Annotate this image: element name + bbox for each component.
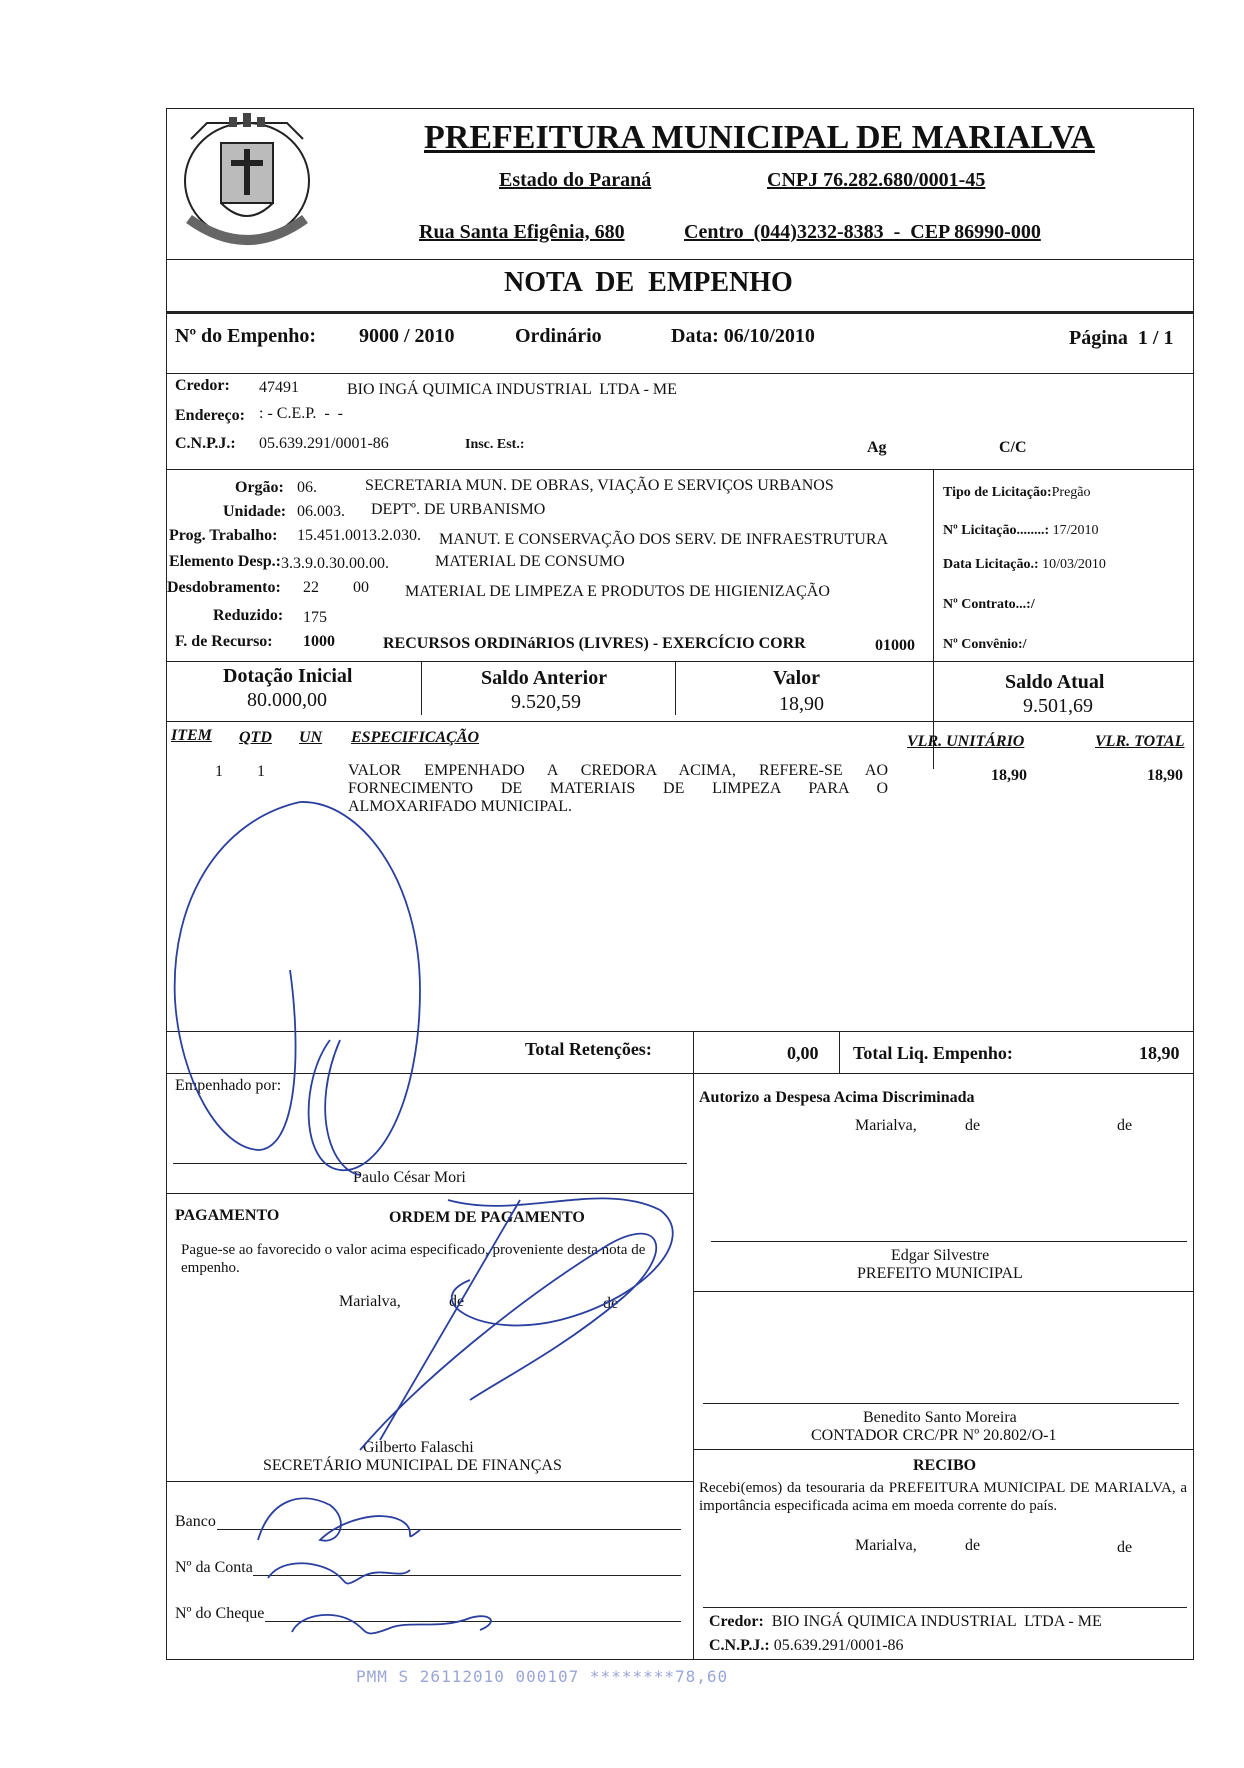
- fonte-recurso-code: 1000: [303, 633, 335, 650]
- contador-name: Benedito Santo Moreira: [863, 1409, 1017, 1426]
- fonte-recurso-label: F. de Recurso:: [175, 633, 273, 650]
- saldo-atual-label: Saldo Atual: [1005, 671, 1105, 693]
- endereco-value: : - C.E.P. - -: [259, 405, 343, 422]
- autorizo-label: Autorizo a Despesa Acima Discriminada: [699, 1089, 975, 1106]
- num-licitacao-label: Nº Licitação........: 17/2010: [943, 523, 1099, 538]
- total-liquido-label: Total Liq. Empenho:: [853, 1043, 1013, 1063]
- secretario-name: Gilberto Falaschi: [363, 1439, 474, 1456]
- empenho-number: 9000 / 2010: [359, 325, 455, 347]
- col-item-header: ITEM: [171, 727, 212, 744]
- col-vlr-unitario-header: VLR. UNITÁRIO: [907, 733, 1025, 750]
- ordem-pagamento-text: Pague-se ao favorecido o valor acima especificado, proveniente desta nota de empenho.: [181, 1242, 646, 1276]
- insc-est-label: Insc. Est.:: [465, 437, 525, 452]
- total-retencoes-label: Total Retenções:: [525, 1039, 652, 1059]
- secretario-cargo: SECRETÁRIO MUNICIPAL DE FINANÇAS: [263, 1457, 562, 1474]
- autorizo-local: Marialva,: [855, 1117, 917, 1134]
- dotacao-inicial-label: Dotação Inicial: [223, 665, 353, 687]
- orgao-code: 06.: [297, 479, 317, 496]
- data-licitacao-label: Data Licitação.: 10/03/2010: [943, 557, 1106, 572]
- credor-label: Credor:: [175, 377, 230, 394]
- page-number: Página 1 / 1: [1069, 327, 1174, 349]
- ordem-pagamento-local: Marialva,: [339, 1293, 401, 1310]
- autorizo-de2: de: [1117, 1117, 1133, 1134]
- col-qtd-header: QTD: [239, 729, 272, 746]
- reduzido-value: 175: [303, 609, 327, 626]
- ordem-pagamento-title: ORDEM DE PAGAMENTO: [389, 1209, 585, 1226]
- item-vlr-total: 18,90: [1147, 767, 1183, 784]
- banco-label: Banco: [175, 1513, 216, 1530]
- header-state: Estado do Paraná: [499, 169, 652, 191]
- recibo-de2: de: [1117, 1539, 1133, 1556]
- autorizo-de1: de: [965, 1117, 981, 1134]
- header-cnpj: CNPJ 76.282.680/0001-45: [767, 169, 986, 191]
- unidade-desc: DEPTº. DE URBANISMO: [371, 501, 546, 518]
- document-title: NOTA DE EMPENHO: [504, 267, 793, 298]
- credor-code: 47491: [259, 379, 299, 396]
- elemento-desc: MATERIAL DE CONSUMO: [435, 553, 625, 570]
- fonte-recurso-code2: 01000: [875, 637, 915, 654]
- conta-corrente-label: C/C: [999, 439, 1027, 456]
- col-vlr-total-header: VLR. TOTAL: [1095, 733, 1185, 750]
- contrato-label: Nº Contrato...:/: [943, 597, 1035, 612]
- credor-name: BIO INGÁ QUIMICA INDUSTRIAL LTDA - ME: [347, 381, 677, 398]
- orgao-desc: SECRETARIA MUN. DE OBRAS, VIAÇÃO E SERVIÇOS URBANOS: [365, 477, 834, 494]
- recibo-cnpj: C.N.P.J.: 05.639.291/0001-86: [709, 1637, 904, 1654]
- fonte-recurso-desc: RECURSOS ORDINáRIOS (LIVRES) - EXERCÍCIO CORR: [383, 635, 806, 652]
- header-address-rest: Centro (044)3232-8383 - CEP 86990-000: [684, 221, 1041, 243]
- valor-label: Valor: [773, 667, 821, 689]
- prog-trabalho-desc: MANUT. E CONSERVAÇÃO DOS SERV. DE INFRAESTRUTURA: [439, 531, 889, 548]
- prog-trabalho-label: Prog. Trabalho:: [169, 527, 278, 544]
- reduzido-label: Reduzido:: [213, 607, 284, 624]
- desdobramento-label: Desdobramento:: [167, 579, 281, 596]
- empenho-type: Ordinário: [515, 325, 602, 347]
- desdobramento-code2: 00: [353, 579, 369, 596]
- valor-value: 18,90: [779, 693, 824, 715]
- empenho-number-label: Nº do Empenho:: [175, 325, 317, 347]
- desdobramento-desc: MATERIAL DE LIMPEZA E PRODUTOS DE HIGIENIZAÇÃO: [405, 583, 830, 600]
- col-especificacao-header: ESPECIFICAÇÃO: [351, 729, 480, 746]
- item-vlr-unitario: 18,90: [991, 767, 1027, 784]
- total-liquido-value: 18,90: [1139, 1043, 1180, 1063]
- nota-de-empenho-form: [166, 108, 1194, 1660]
- numero-conta-label: Nº da Conta: [175, 1559, 253, 1576]
- saldo-atual-value: 9.501,69: [1023, 695, 1093, 717]
- col-un-header: UN: [299, 729, 323, 746]
- item-qtd: 1: [257, 763, 265, 780]
- credor-cnpj-label: C.N.P.J.:: [175, 435, 236, 452]
- elemento-code: 3.3.9.0.30.00.00.: [281, 555, 389, 572]
- contador-cargo: CONTADOR CRC/PR Nº 20.802/O-1: [811, 1427, 1057, 1444]
- total-retencoes-value: 0,00: [787, 1043, 819, 1063]
- credor-cnpj: 05.639.291/0001-86: [259, 435, 389, 452]
- unidade-code: 06.003.: [297, 503, 345, 520]
- recibo-credor: Credor: BIO INGÁ QUIMICA INDUSTRIAL LTDA - ME: [709, 1613, 1102, 1630]
- empenhado-por-label: Empenhado por:: [175, 1077, 282, 1094]
- desdobramento-code1: 22: [303, 579, 319, 596]
- prog-trabalho-code: 15.451.0013.2.030.: [297, 527, 421, 544]
- header-title: PREFEITURA MUNICIPAL DE MARIALVA: [424, 119, 1095, 156]
- ordem-pagamento-de1: de: [449, 1293, 465, 1310]
- item-number: 1: [215, 763, 223, 780]
- recibo-de1: de: [965, 1537, 981, 1554]
- convenio-label: Nº Convênio:/: [943, 637, 1027, 652]
- coat-of-arms-logo: [169, 111, 327, 261]
- recibo-local: Marialva,: [855, 1537, 917, 1554]
- pagamento-label: PAGAMENTO: [175, 1207, 280, 1224]
- empenhado-por-name: Paulo César Mori: [353, 1169, 466, 1186]
- agencia-label: Ag: [867, 439, 887, 456]
- dotacao-inicial-value: 80.000,00: [247, 689, 327, 711]
- unidade-label: Unidade:: [223, 503, 287, 520]
- endereco-label: Endereço:: [175, 407, 245, 424]
- saldo-anterior-value: 9.520,59: [511, 691, 581, 713]
- header-address: Rua Santa Efigênia, 680: [419, 221, 625, 243]
- prefeito-name: Edgar Silvestre: [891, 1247, 990, 1264]
- empenho-date: Data: 06/10/2010: [671, 325, 815, 347]
- item-especificacao: VALOR EMPENHADO A CREDORA ACIMA, REFERE-SE AO FORNECIMENTO DE MATERIAIS DE LIMPEZA PARA O ALMOXARIFADO MUNICIPAL.: [348, 762, 888, 815]
- recibo-text: Recebi(emos) da tesouraria da PREFEITURA MUNICIPAL DE MARIALVA, a importância especificada acima em moeda corrente do país.: [699, 1480, 1187, 1514]
- recibo-title: RECIBO: [913, 1457, 977, 1474]
- prefeito-cargo: PREFEITO MUNICIPAL: [857, 1265, 1023, 1282]
- elemento-label: Elemento Desp.:: [169, 553, 281, 570]
- numero-cheque-label: Nº do Cheque: [175, 1605, 265, 1622]
- ordem-pagamento-de2: de: [603, 1295, 619, 1312]
- orgao-label: Orgão:: [235, 479, 284, 496]
- bank-stamp: PMM S 26112010 000107 ********78,60: [356, 1667, 729, 1686]
- tipo-licitacao-label: Tipo de Licitação:Pregão: [943, 485, 1091, 500]
- saldo-anterior-label: Saldo Anterior: [481, 667, 608, 689]
